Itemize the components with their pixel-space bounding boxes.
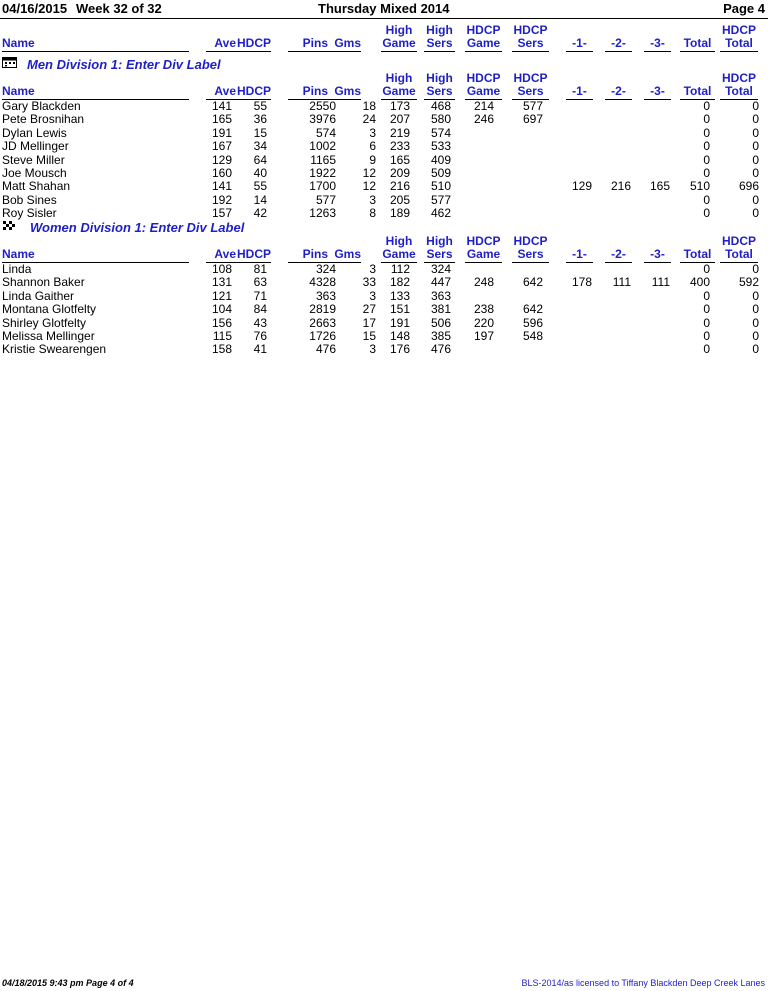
handicap-cell: 63	[253, 275, 267, 290]
table-row	[0, 317, 768, 330]
average-cell: 157	[211, 206, 232, 221]
total-cell: 0	[703, 112, 710, 127]
pins-cell: 1700	[309, 179, 336, 194]
col-hdcp-game-header	[465, 72, 502, 100]
games-cell: 3	[369, 125, 376, 140]
table-row	[0, 113, 768, 126]
total-cell: 0	[703, 99, 710, 113]
col-high-game-header-line: High	[385, 234, 413, 248]
col-high-sers-header	[424, 235, 455, 263]
col-high-sers-header	[424, 24, 455, 52]
col-high-sers-header	[424, 72, 455, 100]
total-cell: 0	[703, 125, 710, 140]
high-game-cell: 165	[389, 152, 410, 167]
games-cell: 15	[362, 328, 376, 343]
col-high-game-header	[381, 72, 417, 100]
high-game-cell: 209	[389, 165, 410, 180]
total-cell: 0	[703, 288, 710, 303]
table-row	[0, 180, 768, 193]
hdcp-total-cell: 0	[752, 139, 759, 154]
pins-cell: 1922	[309, 165, 336, 180]
total-cell: 0	[703, 342, 710, 357]
bowler-name-cell: JD Mellinger	[2, 139, 69, 154]
col-game-1-header	[566, 85, 593, 100]
report-week: Week 32 of 32	[76, 1, 162, 16]
col-hdcp-sers-header	[512, 72, 549, 100]
pins-cell: 574	[315, 125, 336, 140]
hdcp-total-cell: 0	[752, 206, 759, 221]
col-pins-header	[288, 37, 328, 52]
bowler-name-cell: Matt Shahan	[2, 179, 71, 194]
col-name-header-line: Name	[2, 36, 35, 50]
high-series-cell: 409	[430, 152, 451, 167]
col-game-3-header	[644, 248, 671, 263]
col-game-2-header-line: -2-	[611, 84, 626, 98]
col-pins-header-line: Pins	[302, 36, 328, 50]
col-hdcp-sers-header-line: HDCP	[513, 23, 548, 37]
col-hdcp-header-line: HDCP	[236, 84, 271, 98]
high-game-cell: 216	[389, 179, 410, 194]
col-ave-header	[206, 37, 236, 52]
high-game-cell: 207	[389, 112, 410, 127]
hdcp-total-cell: 696	[738, 179, 759, 194]
hdcp-game-cell: 214	[473, 99, 494, 113]
handicap-cell: 55	[253, 99, 267, 113]
games-cell: 33	[362, 275, 376, 290]
pins-cell: 363	[315, 288, 336, 303]
average-cell: 165	[211, 112, 232, 127]
table-row	[0, 154, 768, 167]
pins-cell: 3976	[309, 112, 336, 127]
col-hdcp-total-header-line: Total	[725, 36, 753, 50]
table-row	[0, 276, 768, 289]
calendar-icon	[2, 57, 17, 68]
hdcp-game-cell: 220	[473, 315, 494, 330]
pins-cell: 2819	[309, 302, 336, 317]
handicap-cell: 41	[253, 342, 267, 357]
col-high-game-header-line: High	[385, 71, 413, 85]
hdcp-game-cell: 246	[473, 112, 494, 127]
total-cell: 400	[689, 275, 710, 290]
pins-cell: 1165	[310, 152, 336, 167]
games-cell: 18	[362, 99, 376, 113]
col-gms-header	[328, 248, 361, 263]
handicap-cell: 34	[253, 139, 267, 154]
table-row	[0, 330, 768, 343]
col-game-3-header	[644, 85, 671, 100]
col-name-header	[2, 248, 189, 263]
col-game-2-header	[605, 37, 632, 52]
col-hdcp-sers-header	[512, 235, 549, 263]
col-name-header	[2, 85, 189, 100]
col-game-2-header-line: -2-	[611, 247, 626, 261]
col-hdcp-game-header	[465, 24, 502, 52]
high-game-cell: 151	[389, 302, 410, 317]
average-cell: 167	[211, 139, 232, 154]
games-cell: 12	[362, 179, 376, 194]
game-3-cell: 111	[651, 275, 670, 290]
handicap-cell: 40	[253, 165, 267, 180]
handicap-cell: 76	[253, 328, 267, 343]
col-high-sers-header-line: Sers	[426, 84, 453, 98]
game-2-cell: 216	[610, 179, 631, 194]
bowler-name-cell: Roy Sisler	[2, 206, 57, 221]
average-cell: 121	[211, 288, 232, 303]
col-hdcp-total-header-line: Total	[725, 84, 753, 98]
bowler-name-cell: Linda	[2, 262, 32, 276]
hdcp-game-cell: 248	[473, 275, 494, 290]
high-game-cell: 233	[389, 139, 410, 154]
average-cell: 156	[211, 315, 232, 330]
bowler-name-cell: Linda Gaither	[2, 288, 75, 303]
high-game-cell: 148	[389, 328, 410, 343]
games-cell: 24	[362, 112, 376, 127]
total-cell: 0	[703, 206, 710, 221]
pins-cell: 476	[315, 342, 336, 357]
hdcp-series-cell: 642	[522, 302, 543, 317]
high-game-cell: 182	[389, 275, 410, 290]
high-game-cell: 219	[389, 125, 410, 140]
hdcp-total-cell: 0	[752, 125, 759, 140]
column-header-women	[0, 233, 768, 263]
total-cell: 0	[703, 152, 710, 167]
bowler-name-cell: Shirley Glotfelty	[2, 315, 87, 330]
col-ave-header	[206, 85, 236, 100]
col-high-game-header	[381, 235, 417, 263]
hdcp-total-cell: 0	[752, 152, 759, 167]
table-row	[0, 100, 768, 113]
hdcp-total-cell: 0	[752, 315, 759, 330]
col-hdcp-total-header-line: HDCP	[721, 234, 756, 248]
col-gms-header-line: Gms	[334, 247, 361, 261]
table-row	[0, 194, 768, 207]
pins-cell: 1263	[309, 206, 336, 221]
col-hdcp-sers-header-line: Sers	[517, 84, 544, 98]
high-series-cell: 468	[430, 99, 451, 113]
handicap-cell: 43	[253, 315, 267, 330]
games-cell: 6	[369, 139, 376, 154]
high-game-cell: 191	[389, 315, 410, 330]
handicap-cell: 84	[253, 302, 267, 317]
pins-cell: 577	[315, 192, 336, 207]
high-series-cell: 324	[430, 262, 451, 276]
col-high-sers-header-line: High	[426, 71, 453, 85]
col-game-3-header-line: -3-	[650, 84, 665, 98]
high-game-cell: 133	[389, 288, 410, 303]
col-pins-header-line: Pins	[302, 247, 328, 261]
bowler-name-cell: Gary Blackden	[2, 99, 81, 113]
handicap-cell: 55	[253, 179, 267, 194]
high-series-cell: 462	[430, 206, 451, 221]
high-game-cell: 112	[390, 262, 410, 276]
bowler-name-cell: Melissa Mellinger	[2, 328, 95, 343]
col-game-1-header-line: -1-	[572, 36, 587, 50]
col-hdcp-header	[236, 248, 271, 263]
page-number: Page 4	[723, 1, 765, 16]
col-high-game-header	[381, 24, 417, 52]
col-hdcp-game-header-line: HDCP	[466, 23, 501, 37]
col-high-sers-header-line: Sers	[426, 36, 453, 50]
handicap-cell: 15	[253, 125, 267, 140]
col-hdcp-game-header-line: Game	[466, 247, 501, 261]
table-row	[0, 127, 768, 140]
hdcp-total-cell: 0	[752, 288, 759, 303]
total-cell: 0	[703, 165, 710, 180]
hdcp-total-cell: 0	[752, 165, 759, 180]
col-ave-header-line: Ave	[214, 84, 236, 98]
col-pins-header	[288, 248, 328, 263]
col-total-header-line: Total	[683, 36, 712, 50]
women-standings-table	[0, 263, 768, 357]
col-high-sers-header-line: High	[426, 23, 453, 37]
pins-cell: 2550	[309, 99, 336, 113]
col-total-header	[680, 37, 715, 52]
handicap-cell: 64	[253, 152, 267, 167]
table-row	[0, 343, 768, 356]
pins-cell: 1726	[309, 328, 336, 343]
col-hdcp-total-header-line: HDCP	[721, 23, 756, 37]
pins-cell: 1002	[309, 139, 336, 154]
hdcp-total-cell: 592	[738, 275, 759, 290]
col-hdcp-header	[236, 85, 271, 100]
col-total-header	[680, 248, 715, 263]
col-gms-header	[328, 85, 361, 100]
bowler-name-cell: Dylan Lewis	[2, 125, 67, 140]
league-name: Thursday Mixed 2014	[318, 1, 450, 16]
high-series-cell: 447	[430, 275, 451, 290]
col-hdcp-header-line: HDCP	[236, 247, 271, 261]
col-hdcp-sers-header	[512, 24, 549, 52]
hdcp-total-cell: 0	[752, 302, 759, 317]
col-ave-header	[206, 248, 236, 263]
pins-cell: 4328	[309, 275, 336, 290]
pins-cell: 2663	[309, 315, 336, 330]
col-pins-header	[288, 85, 328, 100]
col-hdcp-game-header	[465, 235, 502, 263]
high-series-cell: 381	[430, 302, 451, 317]
total-cell: 0	[703, 192, 710, 207]
high-series-cell: 510	[430, 179, 451, 194]
average-cell: 192	[211, 192, 232, 207]
average-cell: 160	[211, 165, 232, 180]
hdcp-game-cell: 197	[473, 328, 494, 343]
high-series-cell: 509	[430, 165, 451, 180]
col-hdcp-game-header-line: Game	[466, 36, 501, 50]
hdcp-total-cell: 0	[752, 99, 759, 113]
col-hdcp-game-header-line: HDCP	[466, 71, 501, 85]
report-top-bar	[0, 0, 768, 19]
hdcp-series-cell: 577	[522, 99, 543, 113]
high-series-cell: 476	[430, 342, 451, 357]
high-game-cell: 173	[389, 99, 410, 113]
bowler-name-cell: Bob Sines	[2, 192, 57, 207]
handicap-cell: 81	[253, 262, 267, 276]
hdcp-game-cell: 238	[473, 302, 494, 317]
bowler-name-cell: Joe Mousch	[2, 165, 67, 180]
total-cell: 510	[689, 179, 710, 194]
hdcp-total-cell: 0	[752, 112, 759, 127]
col-game-1-header-line: -1-	[572, 247, 587, 261]
average-cell: 141	[211, 99, 232, 113]
hdcp-total-cell: 0	[752, 342, 759, 357]
average-cell: 115	[212, 328, 232, 343]
col-name-header-line: Name	[2, 247, 35, 261]
division-label-women: Women Division 1: Enter Div Label	[30, 220, 245, 235]
game-1-cell: 129	[571, 179, 592, 194]
col-hdcp-sers-header-line: HDCP	[513, 234, 548, 248]
hdcp-series-cell: 596	[522, 315, 543, 330]
average-cell: 191	[211, 125, 232, 140]
col-hdcp-game-header-line: HDCP	[466, 234, 501, 248]
table-row	[0, 167, 768, 180]
games-cell: 3	[369, 342, 376, 357]
report-date: 04/16/2015	[2, 1, 68, 16]
col-hdcp-total-header	[720, 235, 758, 263]
col-gms-header-line: Gms	[334, 84, 361, 98]
col-high-game-header-line: Game	[382, 247, 416, 261]
total-cell: 0	[703, 302, 710, 317]
col-game-3-header	[644, 37, 671, 52]
games-cell: 17	[362, 315, 376, 330]
col-high-game-header-line: High	[385, 23, 413, 37]
col-game-2-header-line: -2-	[611, 36, 626, 50]
total-cell: 0	[703, 328, 710, 343]
handicap-cell: 71	[253, 288, 267, 303]
high-game-cell: 205	[389, 192, 410, 207]
bowler-name-cell: Shannon Baker	[2, 275, 85, 290]
average-cell: 158	[211, 342, 232, 357]
col-game-1-header	[566, 37, 593, 52]
total-cell: 0	[703, 262, 710, 276]
average-cell: 129	[211, 152, 232, 167]
total-cell: 0	[703, 315, 710, 330]
hdcp-total-cell: 0	[752, 328, 759, 343]
games-cell: 3	[369, 288, 376, 303]
col-game-1-header	[566, 248, 593, 263]
bowler-name-cell: Kristie Swearengen	[2, 342, 107, 357]
average-cell: 141	[211, 179, 232, 194]
handicap-cell: 36	[253, 112, 267, 127]
table-row	[0, 303, 768, 316]
high-game-cell: 189	[389, 206, 410, 221]
col-pins-header-line: Pins	[302, 84, 328, 98]
bowler-name-cell: Montana Glotfelty	[2, 302, 97, 317]
checkered-flag-icon	[2, 220, 17, 231]
col-gms-header	[328, 37, 361, 52]
col-high-game-header-line: Game	[382, 36, 416, 50]
col-hdcp-total-header-line: HDCP	[721, 71, 756, 85]
average-cell: 108	[211, 262, 232, 276]
col-name-header	[2, 37, 189, 52]
col-hdcp-total-header	[720, 24, 758, 52]
pins-cell: 324	[315, 262, 336, 276]
col-ave-header-line: Ave	[214, 36, 236, 50]
hdcp-series-cell: 548	[522, 328, 543, 343]
high-series-cell: 574	[430, 125, 451, 140]
col-name-header-line: Name	[2, 84, 35, 98]
col-hdcp-total-header	[720, 72, 758, 100]
col-hdcp-total-header-line: Total	[725, 247, 753, 261]
hdcp-total-cell: 0	[752, 192, 759, 207]
col-ave-header-line: Ave	[214, 247, 236, 261]
col-hdcp-sers-header-line: Sers	[517, 247, 544, 261]
games-cell: 9	[369, 152, 376, 167]
col-game-2-header	[605, 85, 632, 100]
footer-license: BLS-2014/as licensed to Tiffany Blackden Deep Creek Lanes	[521, 978, 765, 988]
handicap-cell: 14	[253, 192, 267, 207]
games-cell: 3	[369, 262, 376, 276]
col-game-1-header-line: -1-	[572, 84, 587, 98]
column-header-men	[0, 70, 768, 100]
game-3-cell: 165	[649, 179, 670, 194]
table-row	[0, 263, 768, 276]
high-series-cell: 577	[430, 192, 451, 207]
hdcp-series-cell: 697	[522, 112, 543, 127]
games-cell: 3	[369, 192, 376, 207]
col-hdcp-sers-header-line: Sers	[517, 36, 544, 50]
games-cell: 8	[369, 206, 376, 221]
hdcp-series-cell: 642	[522, 275, 543, 290]
games-cell: 27	[362, 302, 376, 317]
col-hdcp-header-line: HDCP	[236, 36, 271, 50]
high-game-cell: 176	[389, 342, 410, 357]
col-hdcp-header	[236, 37, 271, 52]
high-series-cell: 533	[430, 139, 451, 154]
col-high-sers-header-line: Sers	[426, 247, 453, 261]
column-header-main	[0, 22, 768, 52]
col-total-header-line: Total	[683, 247, 712, 261]
col-game-3-header-line: -3-	[650, 247, 665, 261]
bowler-name-cell: Steve Miller	[2, 152, 65, 167]
game-1-cell: 178	[571, 275, 592, 290]
division-label-men: Men Division 1: Enter Div Label	[27, 57, 221, 72]
footer-printed-info: 04/18/2015 9:43 pm Page 4 of 4	[2, 978, 134, 988]
table-row	[0, 140, 768, 153]
col-gms-header-line: Gms	[334, 36, 361, 50]
high-series-cell: 385	[430, 328, 451, 343]
bowler-name-cell: Pete Brosnihan	[2, 112, 85, 127]
handicap-cell: 42	[253, 206, 267, 221]
table-row	[0, 290, 768, 303]
col-game-3-header-line: -3-	[650, 36, 665, 50]
average-cell: 131	[211, 275, 232, 290]
game-2-cell: 111	[612, 275, 631, 290]
col-high-sers-header-line: High	[426, 234, 453, 248]
col-game-2-header	[605, 248, 632, 263]
hdcp-total-cell: 0	[752, 262, 759, 276]
games-cell: 12	[362, 165, 376, 180]
men-standings-table	[0, 100, 768, 221]
average-cell: 104	[211, 302, 232, 317]
high-series-cell: 363	[430, 288, 451, 303]
col-total-header-line: Total	[683, 84, 712, 98]
col-total-header	[680, 85, 715, 100]
total-cell: 0	[703, 139, 710, 154]
high-series-cell: 580	[430, 112, 451, 127]
col-hdcp-sers-header-line: HDCP	[513, 71, 548, 85]
col-high-game-header-line: Game	[382, 84, 416, 98]
high-series-cell: 506	[430, 315, 451, 330]
col-hdcp-game-header-line: Game	[466, 84, 501, 98]
